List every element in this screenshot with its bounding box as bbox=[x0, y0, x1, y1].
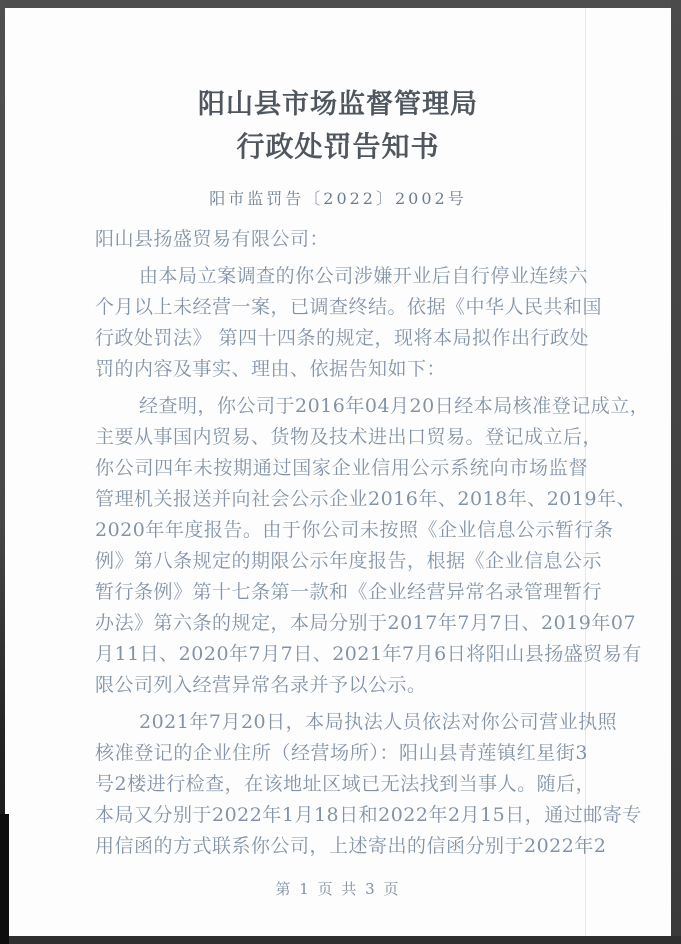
text-line: 行政处罚法》 第四十四条的规定，现将本局拟作出行政处 bbox=[95, 327, 590, 349]
text-line: 主要从事国内贸易、货物及技术进出口贸易。登记成立后， bbox=[95, 426, 603, 448]
paragraph bbox=[95, 707, 642, 862]
document-number: 阳市监罚告〔2022〕2002号 bbox=[209, 189, 467, 208]
text-line: 用信函的方式联系你公司，上述寄出的信函分别于2022年2 bbox=[95, 835, 607, 857]
scan-edge-right bbox=[671, 0, 681, 944]
paragraph bbox=[95, 391, 650, 701]
paragraph bbox=[95, 261, 603, 385]
text-line: 本局又分别于2022年1月18日和2022年2月15日，通过邮寄专 bbox=[95, 804, 642, 826]
paragraph bbox=[95, 224, 588, 255]
scan-edge-left bbox=[0, 0, 5, 944]
document-page bbox=[5, 8, 671, 936]
text-line: 暂行条例》第十七条第一款和《企业经营异常名录管理暂行 bbox=[95, 581, 603, 603]
document-title-line1: 阳山县市场监督管理局 bbox=[198, 89, 478, 120]
page-footer: 第 1 页 共 3 页 bbox=[275, 880, 401, 898]
scan-edge-bottom bbox=[0, 936, 681, 944]
text-line: 核准登记的企业住所（经营场所）：阳山县青莲镇红星街3 bbox=[95, 742, 588, 764]
document-title-line2: 行政处罚告知书 bbox=[236, 130, 440, 163]
text-line: 例》第八条规定的期限公示年度报告，根据《企业信息公示 bbox=[95, 550, 603, 572]
scan-edge-left-bottom bbox=[0, 814, 9, 944]
text-line: 管理机关报送并向社会公示企业2016年、2018年、2019年、 bbox=[95, 488, 637, 510]
text-line: 个月以上未经营一案，已调查终结。依据《中华人民共和国 bbox=[95, 296, 603, 318]
text-line: 月11日、2020年7月7日、2021年7月6日将阳山县扬盛贸易有 bbox=[95, 643, 642, 665]
text-line: 你公司四年未按期通过国家企业信用公示系统向市场监督 bbox=[95, 457, 588, 479]
text-line: 号2楼进行检查，在该地址区域已无法找到当事人。随后， bbox=[95, 773, 596, 795]
text-line: 办法》第六条的规定，本局分别于2017年7月7日、2019年07 bbox=[95, 612, 637, 634]
text-line: 由本局立案调查的你公司涉嫌开业后自行停业连续六 bbox=[139, 265, 588, 287]
text-line: 经查明，你公司于2016年04月20日经本局核准登记成立， bbox=[139, 395, 650, 417]
document-body bbox=[95, 224, 650, 868]
text-line: 2021年7月20日，本局执法人员依法对你公司营业执照 bbox=[139, 711, 618, 733]
text-line: 限公司列入经营异常名录并予以公示。 bbox=[95, 674, 427, 696]
text-line: 罚的内容及事实、理由、依据告知如下： bbox=[95, 358, 447, 380]
scan-edge-top bbox=[0, 0, 681, 8]
text-line: 阳山县扬盛贸易有限公司： bbox=[95, 228, 330, 250]
text-line: 2020年年度报告。由于你公司未按照《企业信息公示暂行条 bbox=[95, 519, 614, 541]
